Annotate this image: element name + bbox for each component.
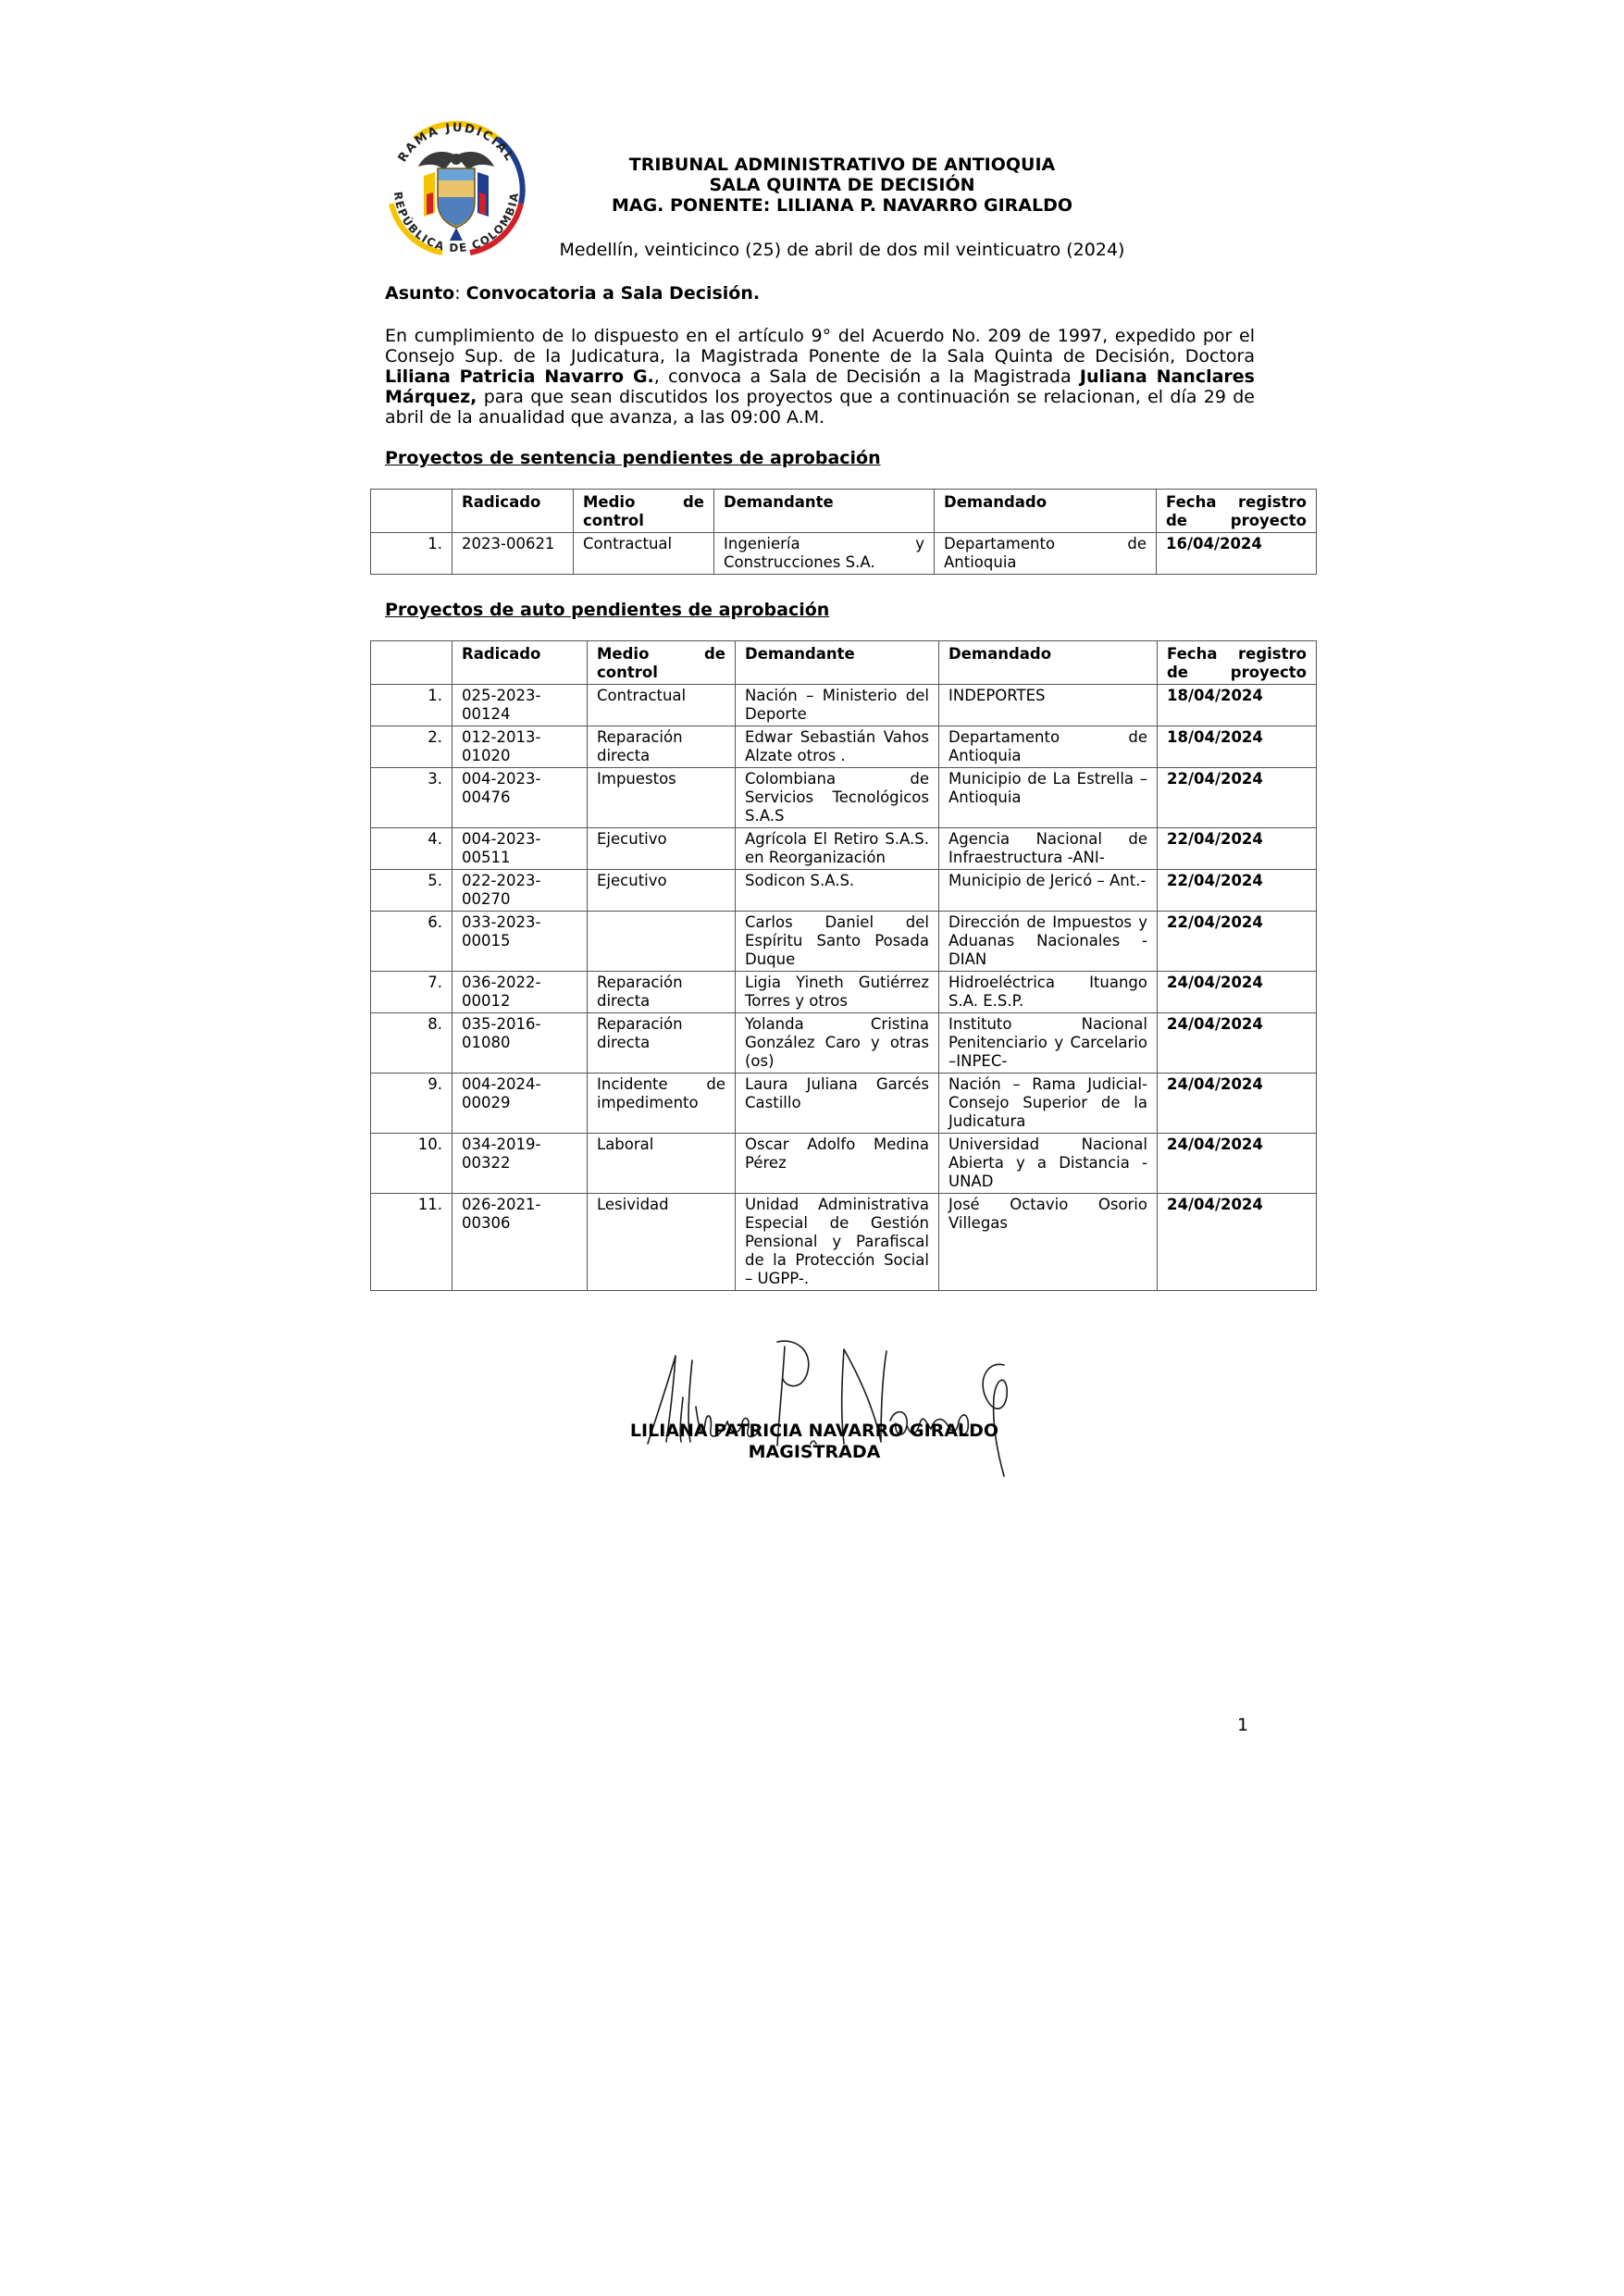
table-cell: José Octavio Osorio Villegas — [939, 1194, 1158, 1291]
body-paragraph — [385, 326, 1255, 428]
table-cell: Sodicon S.A.S. — [736, 870, 939, 912]
table-cell: 004-2023-00511 — [452, 828, 588, 870]
city-date: Medellín, veinticinco (25) de abril de dos mil veinticuatro (2024) — [559, 240, 1125, 260]
table-cell: 22/04/2024 — [1158, 912, 1317, 972]
table-cell: 6. — [371, 912, 452, 972]
table-cell: Edwar Sebastián Vahos Alzate otros . — [736, 726, 939, 768]
column-header: Demandado — [935, 490, 1157, 533]
asunto-line — [385, 283, 760, 304]
table-cell: Laura Juliana Garcés Castillo — [736, 1074, 939, 1134]
table-cell: 16/04/2024 — [1157, 533, 1317, 575]
table-header-row — [371, 641, 1317, 685]
column-header: Demandante — [736, 641, 939, 685]
table-cell: 5. — [371, 870, 452, 912]
column-header — [371, 641, 452, 685]
table-cell: 2. — [371, 726, 452, 768]
column-header: Medio de control — [574, 490, 714, 533]
signatory-title: MAGISTRADA — [748, 1442, 881, 1462]
table-cell: 24/04/2024 — [1158, 1013, 1317, 1074]
column-header: Fecha registro de proyecto — [1158, 641, 1317, 685]
asunto-label: Asunto — [385, 283, 455, 304]
table-row — [371, 1074, 1317, 1134]
header-line-ponente: MAG. PONENTE: LILIANA P. NAVARRO GIRALDO — [611, 195, 1073, 216]
magistrada-name: Juliana Nanclares Márquez, — [385, 366, 1255, 407]
table-cell: Reparación directa — [588, 726, 736, 768]
page-number: 1 — [1237, 1715, 1249, 1735]
ponente-name: Liliana Patricia Navarro G. — [385, 366, 654, 387]
table-cell: Ingeniería y Construcciones S.A. — [714, 533, 935, 575]
table-header-row — [371, 490, 1317, 533]
column-header: Radicado — [452, 641, 588, 685]
table-cell: Oscar Adolfo Medina Pérez — [736, 1134, 939, 1194]
table-cell: 025-2023-00124 — [452, 685, 588, 726]
table-cell: 3. — [371, 768, 452, 828]
table-cell: Ejecutivo — [588, 870, 736, 912]
asunto-separator: : — [454, 283, 466, 304]
sentencia-table — [370, 489, 1317, 575]
rama-judicial-seal-logo — [378, 111, 535, 268]
table-cell: Departamento de Antioquia — [935, 533, 1157, 575]
table-row — [371, 1013, 1317, 1074]
table-cell: 034-2019-00322 — [452, 1134, 588, 1194]
table-cell: Municipio de La Estrella – Antioquia — [939, 768, 1158, 828]
column-header: Medio de control — [588, 641, 736, 685]
table-cell: INDEPORTES — [939, 685, 1158, 726]
table-cell: 035-2016-01080 — [452, 1013, 588, 1074]
table-cell: 22/04/2024 — [1158, 828, 1317, 870]
table-cell: 7. — [371, 972, 452, 1013]
table-cell — [588, 912, 736, 972]
table-row — [371, 533, 1317, 575]
table-cell: 036-2022-00012 — [452, 972, 588, 1013]
table-cell: 24/04/2024 — [1158, 1134, 1317, 1194]
body-text-1: En cumplimiento de lo dispuesto en el artículo 9° del Acuerdo No. 209 de 1997, expedido por el Consejo Sup. de la Judicatura, la Magistrada Ponente de la Sala Quinta de Decisión, Doctora — [385, 326, 1255, 366]
table-cell: Dirección de Impuestos y Aduanas Nacionales - DIAN — [939, 912, 1158, 972]
table-cell: Unidad Administrativa Especial de Gestión Pensional y Parafiscal de la Protección Social – UGPP-. — [736, 1194, 939, 1291]
table-cell: Ligia Yineth Gutiérrez Torres y otros — [736, 972, 939, 1013]
table-row — [371, 685, 1317, 726]
table-cell: Colombiana de Servicios Tecnológicos S.A.S — [736, 768, 939, 828]
signatory-name: LILIANA PATRICIA NAVARRO GIRALDO — [629, 1421, 999, 1441]
table-cell: Ejecutivo — [588, 828, 736, 870]
table-cell: Agrícola El Retiro S.A.S. en Reorganización — [736, 828, 939, 870]
table-cell: Municipio de Jericó – Ant.- — [939, 870, 1158, 912]
table-cell: Departamento de Antioquia — [939, 726, 1158, 768]
table-cell: 004-2024-00029 — [452, 1074, 588, 1134]
column-header: Radicado — [452, 490, 574, 533]
column-header: Fecha registro de proyecto — [1157, 490, 1317, 533]
table-cell: 24/04/2024 — [1158, 1194, 1317, 1291]
table-cell: 1. — [371, 685, 452, 726]
table-cell: Laboral — [588, 1134, 736, 1194]
table-cell: 18/04/2024 — [1158, 685, 1317, 726]
table-row — [371, 912, 1317, 972]
table-cell: 9. — [371, 1074, 452, 1134]
table-cell: 11. — [371, 1194, 452, 1291]
table-cell: 22/04/2024 — [1158, 870, 1317, 912]
table-cell: 8. — [371, 1013, 452, 1074]
table-cell: 24/04/2024 — [1158, 1074, 1317, 1134]
header-line-sala: SALA QUINTA DE DECISIÓN — [709, 175, 975, 195]
auto-table — [370, 640, 1317, 1291]
table-cell: 026-2021-00306 — [452, 1194, 588, 1291]
table-cell: Agencia Nacional de Infraestructura -ANI- — [939, 828, 1158, 870]
table-cell: 10. — [371, 1134, 452, 1194]
table-cell: Carlos Daniel del Espíritu Santo Posada Duque — [736, 912, 939, 972]
table-cell: 022-2023-00270 — [452, 870, 588, 912]
table-cell: 012-2013-01020 — [452, 726, 588, 768]
table-cell: 004-2023-00476 — [452, 768, 588, 828]
table-cell: 033-2023-00015 — [452, 912, 588, 972]
table-row — [371, 1134, 1317, 1194]
section-auto-title: Proyectos de auto pendientes de aprobación — [385, 600, 830, 620]
table-cell: Yolanda Cristina González Caro y otras (os) — [736, 1013, 939, 1074]
table-cell: Nación – Rama Judicial-Consejo Superior de la Judicatura — [939, 1074, 1158, 1134]
column-header: Demandante — [714, 490, 935, 533]
table-cell: Nación – Ministerio del Deporte — [736, 685, 939, 726]
table-cell: 24/04/2024 — [1158, 972, 1317, 1013]
table-cell: Incidente de impedimento — [588, 1074, 736, 1134]
table-cell: Hidroeléctrica Ituango S.A. E.S.P. — [939, 972, 1158, 1013]
table-cell: Contractual — [588, 685, 736, 726]
column-header: Demandado — [939, 641, 1158, 685]
table-cell: 18/04/2024 — [1158, 726, 1317, 768]
column-header — [371, 490, 452, 533]
table-row — [371, 870, 1317, 912]
asunto-text: Convocatoria a Sala Decisión. — [465, 283, 761, 304]
table-row — [371, 726, 1317, 768]
table-row — [371, 768, 1317, 828]
header-line-tribunal: TRIBUNAL ADMINISTRATIVO DE ANTIOQUIA — [628, 155, 1056, 175]
section-sentencia-title: Proyectos de sentencia pendientes de aprobación — [385, 448, 881, 468]
table-row — [371, 1194, 1317, 1291]
seal-bottom-text: REPÚBLICA DE COLOMBIA — [391, 191, 522, 255]
table-cell: 22/04/2024 — [1158, 768, 1317, 828]
body-text-2: , convoca a Sala de Decisión a la Magistrada — [653, 366, 1080, 387]
table-cell: Contractual — [574, 533, 714, 575]
table-cell: Reparación directa — [588, 1013, 736, 1074]
table-row — [371, 972, 1317, 1013]
table-cell: Universidad Nacional Abierta y a Distancia - UNAD — [939, 1134, 1158, 1194]
seal-top-text: RAMA JUDICIAL — [395, 120, 517, 166]
table-cell: 2023-00621 — [452, 533, 574, 575]
table-cell: Lesividad — [588, 1194, 736, 1291]
body-text-3: para que sean discutidos los proyectos que a continuación se relacionan, el día 29 de abril de la anualidad que avanza, a las 09:00 A.M. — [385, 387, 1255, 428]
table-cell: 1. — [371, 533, 452, 575]
table-cell: Instituto Nacional Penitenciario y Carcelario –INPEC- — [939, 1013, 1158, 1074]
table-cell: Reparación directa — [588, 972, 736, 1013]
table-row — [371, 828, 1317, 870]
table-cell: 4. — [371, 828, 452, 870]
table-cell: Impuestos — [588, 768, 736, 828]
